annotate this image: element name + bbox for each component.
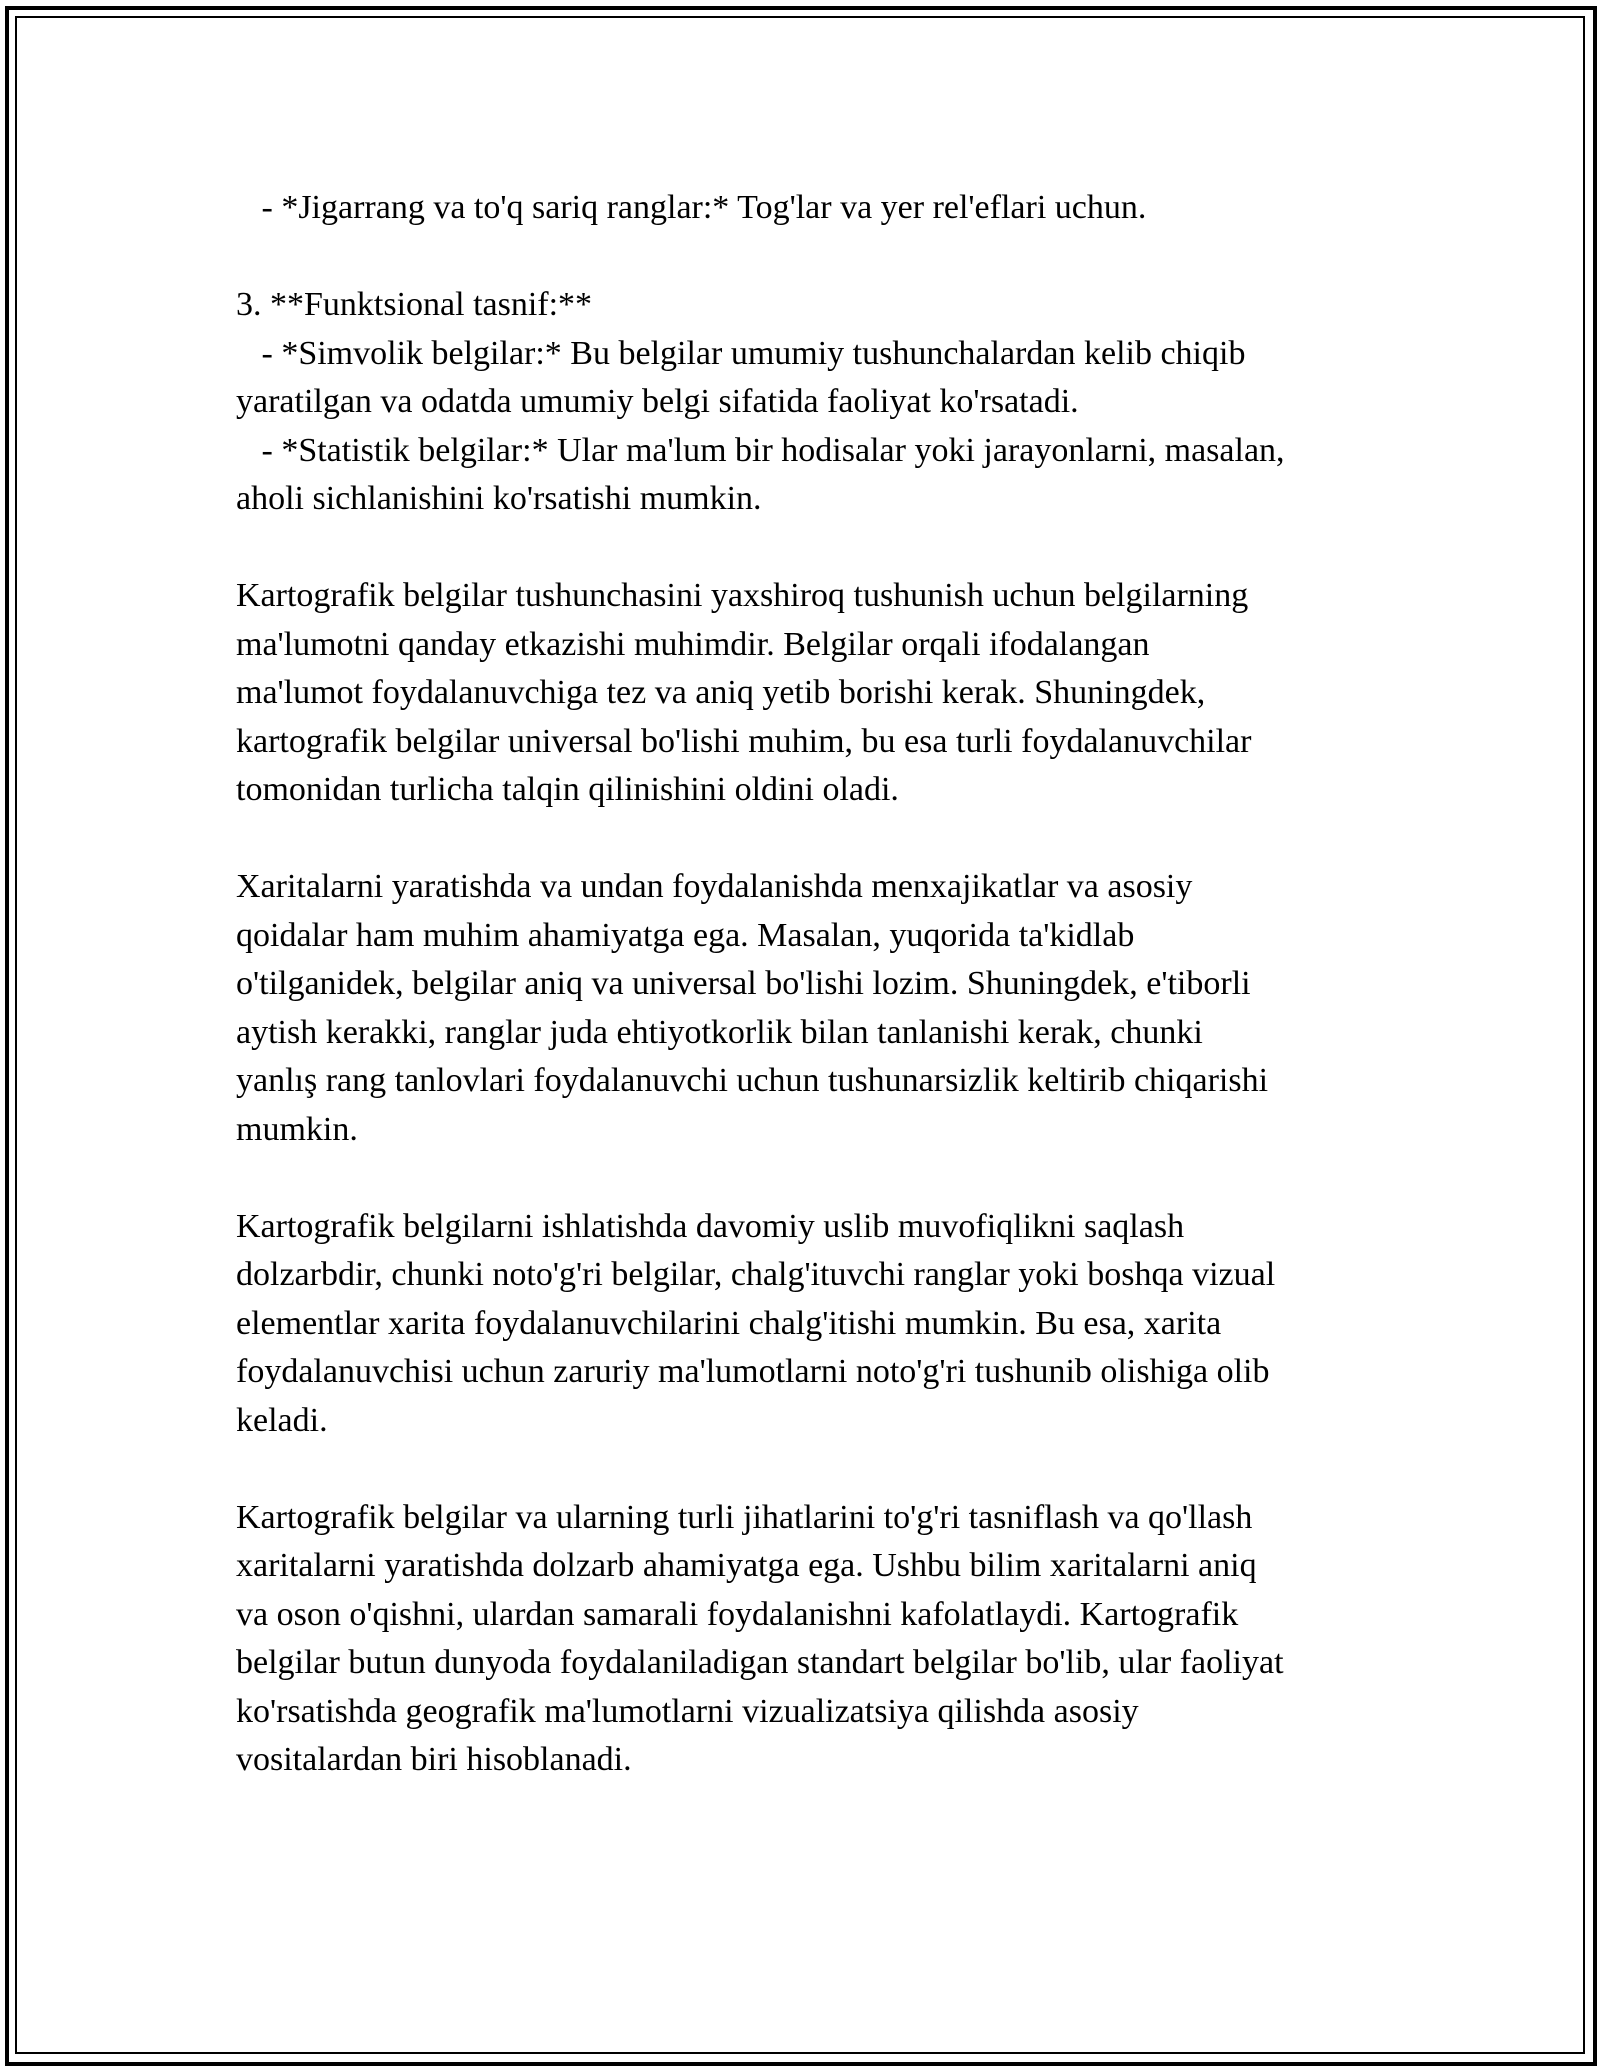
text-line: yanlış rang tanlovlari foydalanuvchi uchun tushunarsizlik keltirib chiqarishi: [236, 1062, 1269, 1099]
text-line: tomonidan turlicha talqin qilinishini oldini oladi.: [236, 771, 899, 808]
text-line: va oson o'qishni, ulardan samarali foydalanishni kafolatlaydi. Kartografik: [236, 1595, 1239, 1633]
text-line: xaritalarni yaratishda dolzarb ahamiyatga ega. Ushbu bilim xaritalarni aniq: [236, 1547, 1257, 1584]
text-line: - *Simvolik belgilar:* Bu belgilar umumiy tushunchalardan kelib chiqib: [236, 334, 1246, 372]
text-line: belgilar butun dunyoda foydalaniladigan standart belgilar bo'lib, ular faoliyat: [236, 1644, 1284, 1681]
document-body: [236, 184, 1396, 1785]
text-line: dolzarbdir, chunki noto'g'ri belgilar, chalg'ituvchi ranglar yoki boshqa vizual: [236, 1256, 1276, 1293]
text-line: ma'lumotni qanday etkazishi muhimdir. Belgilar orqali ifodalangan: [236, 625, 1150, 663]
text-line: keladi.: [236, 1401, 328, 1439]
text-line: - *Jigarrang va to'q sariq ranglar:* Tog'lar va yer rel'eflari uchun.: [236, 189, 1147, 226]
text-line: elementlar xarita foydalanuvchilarini chalg'itishi mumkin. Bu esa, xarita: [236, 1304, 1222, 1342]
blank-line: [236, 524, 1396, 573]
text-line: ma'lumot foydalanuvchiga tez va aniq yetib borishi kerak. Shuningdek,: [236, 674, 1206, 711]
text-line: o'tilganidek, belgilar aniq va universal bo'lishi lozim. Shuningdek, e'tiborli: [236, 965, 1251, 1002]
blank-line: [236, 233, 1396, 282]
text-line: Xaritalarni yaratishda va undan foydalanishda menxajikatlar va asosiy: [236, 868, 1193, 905]
text-line: - *Statistik belgilar:* Ular ma'lum bir hodisalar yoki jarayonlarni, masalan,: [236, 431, 1285, 469]
text-line: Kartografik belgilar tushunchasini yaxshiroq tushunish uchun belgilarning: [236, 577, 1249, 614]
text-line: ko'rsatishda geografik ma'lumotlarni vizualizatsiya qilishda asosiy: [236, 1692, 1139, 1730]
text-line: kartografik belgilar universal bo'lishi muhim, bu esa turli foydalanuvchilar: [236, 722, 1252, 760]
text-line: yaratilgan va odatda umumiy belgi sifatida faoliyat ko'rsatadi.: [236, 383, 1079, 420]
blank-line: [236, 1445, 1396, 1494]
text-line: aholi sichlanishini ko'rsatishi mumkin.: [236, 480, 762, 517]
text-line: foydalanuvchisi uchun zaruriy ma'lumotlarni noto'g'ri tushunib olishiga olib: [236, 1353, 1270, 1390]
text-line: qoidalar ham muhim ahamiyatga ega. Masalan, yuqorida ta'kidlab: [236, 916, 1135, 954]
text-line: Kartografik belgilarni ishlatishda davomiy uslib muvofiqlikni saqlash: [236, 1207, 1185, 1245]
text-line: Kartografik belgilar va ularning turli jihatlarini to'g'ri tasniflash va qo'llash: [236, 1498, 1253, 1536]
blank-line: [236, 815, 1396, 864]
blank-line: [236, 1154, 1396, 1203]
section-heading: 3. **Funktsional tasnif:**: [236, 286, 593, 323]
text-line: mumkin.: [236, 1110, 358, 1148]
text-line: vositalardan biri hisoblanadi.: [236, 1741, 632, 1778]
text-line: aytish kerakki, ranglar juda ehtiyotkorlik bilan tanlanishi kerak, chunki: [236, 1013, 1203, 1051]
